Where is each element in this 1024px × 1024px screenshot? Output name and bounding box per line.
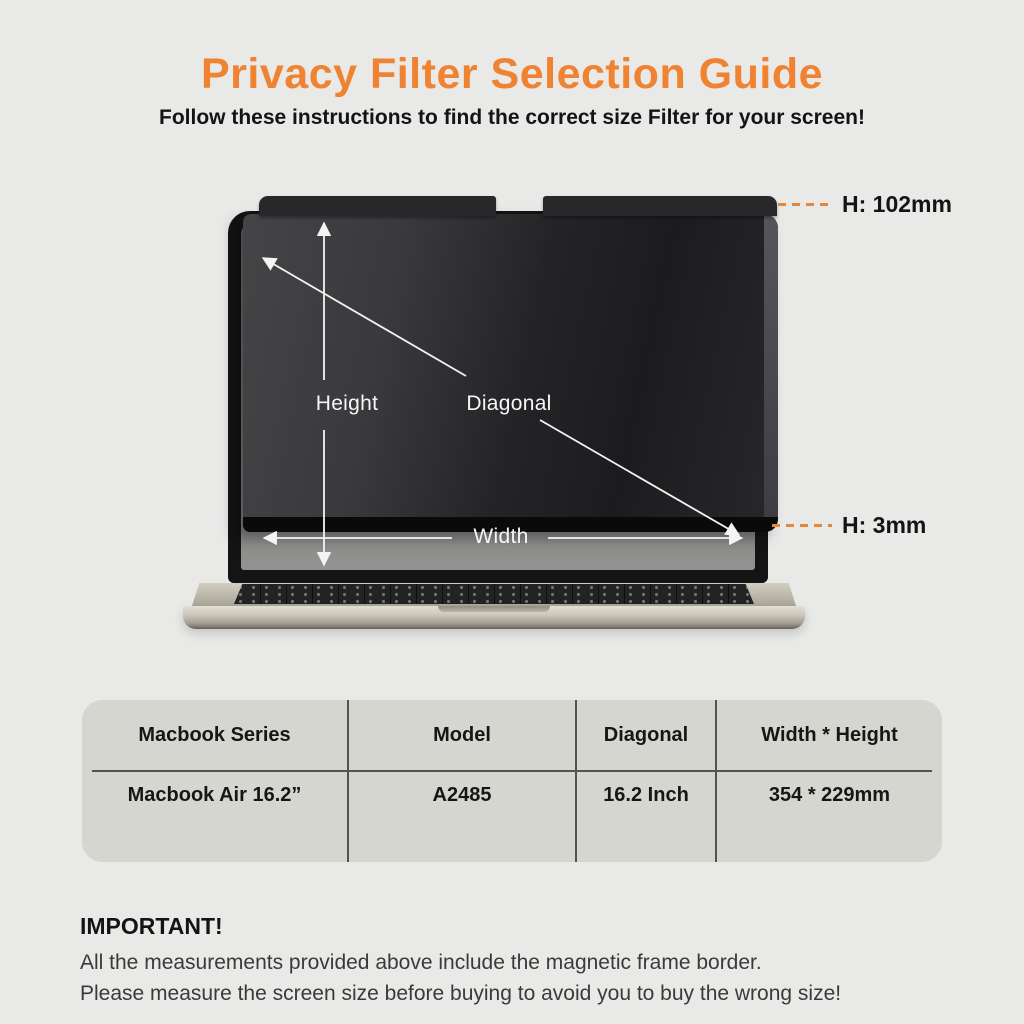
dashed-leader-line <box>778 203 832 206</box>
filter-magnetic-edge <box>764 214 778 532</box>
filter-top-flap-right <box>543 196 777 216</box>
page-title: Privacy Filter Selection Guide <box>201 50 823 98</box>
dashed-leader-line <box>772 524 832 527</box>
size-spec-table <box>82 700 942 862</box>
top-height-value: H: 102mm <box>842 190 952 217</box>
trackpad-notch <box>438 606 550 612</box>
column-header-series: Macbook Series <box>138 723 291 746</box>
height-label: Height <box>315 392 379 415</box>
laptop-keyboard <box>234 584 754 604</box>
column-header-diagonal: Diagonal <box>575 700 715 770</box>
page-subtitle: Follow these instructions to find the correct size Filter for your screen! <box>159 106 865 129</box>
filter-top-flap-left <box>259 196 496 216</box>
cell-series: Macbook Air 16.2” <box>127 784 302 806</box>
laptop-keyboard-deck <box>192 583 796 606</box>
column-header-model: Model <box>347 700 575 770</box>
cell-width-height: 354 * 229mm <box>715 770 942 862</box>
width-label: Width <box>473 525 529 548</box>
important-note <box>80 913 841 1009</box>
important-line-2: Please measure the screen size before buying to avoid you to buy the wrong size! <box>80 982 842 1005</box>
cell-model: A2485 <box>347 770 575 862</box>
cell-diagonal: 16.2 Inch <box>575 770 715 862</box>
table-header-divider <box>92 770 932 772</box>
important-heading: IMPORTANT! <box>80 913 223 939</box>
privacy-filter-panel <box>243 214 778 532</box>
column-header-width-height: Width * Height <box>715 700 942 770</box>
important-line-1: All the measurements provided above include the magnetic frame border. <box>80 951 762 974</box>
bottom-height-annotation <box>772 513 926 537</box>
top-height-annotation <box>778 192 952 216</box>
diagonal-label: Diagonal <box>466 392 552 415</box>
laptop-base-front <box>183 606 805 629</box>
bottom-height-value: H: 3mm <box>842 511 927 538</box>
